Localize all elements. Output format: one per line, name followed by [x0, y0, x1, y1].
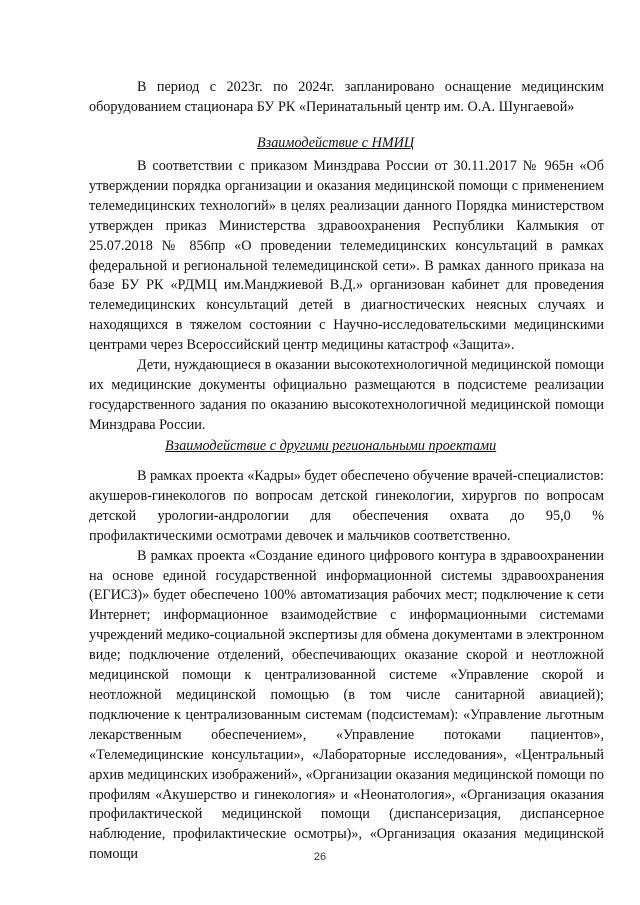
section-intro — [89, 78, 604, 118]
page-number: 26 — [313, 851, 327, 863]
section-regional-projects — [89, 467, 604, 865]
heading-nmic-interaction: Взаимодействие с НМИЦ — [257, 135, 415, 151]
paragraph-telemedicine-order: В соответствии с приказом Минздрава России от 30.11.2017 № 965н «Об утверждении порядка организации и оказания медицинской помощи с применением телемедицинских технологий» в целях реализации данного Порядка министерством утвержден приказ Министерства здравоохранения Республики Калмыкия от 25.07.2018 № 856пр «О проведении телемедицинских консультаций в рамках федеральной и региональной телемедицинской сети». В рамках данного приказа на базе БУ РК «РДМЦ им.Манджиевой В.Д.» организован кабинет для проведения телемедицинских консультаций детей в диагностических неясных случаях и находящихся в тяжелом состоянии с Научно-исследовательскими медицинскими центрами через Всероссийский центр медицины катастроф «Защита». — [89, 158, 604, 354]
section-nmic — [89, 157, 604, 436]
paragraph-digital-contour-project: В рамках проекта «Создание единого цифрового контура в здравоохранении на основе единой государственной информационной системы здравоохранения (ЕГИСЗ)» будет обеспечено 100% автоматизация рабочих мест; подключение к сети Интернет; информационное взаимодействие с информационными системами учреждений медико-социальной экспертизы для обмена документами в электронном виде; подключение отделений, обеспечивающих оказание скорой и неотложной медицинской помощи к централизованной системе «Управление скорой и неотложной медицинской помощью (в том числе санитарной авиацией); подключение к централизованным системам (подсистемам): «Управление льготным лекарственным обеспечением», «Управление потоками пациентов», «Телемедицинские консультации», «Лабораторные исследования», «Центральный архив медицинских изображений», «Организации оказания медицинской помощи по профилям «Акушерство и гинекология» и «Неонатология», «Организация оказания профилактической медицинской помощи (диспансеризация, диспансерное наблюдение, профилактические осмотры)», «Организация оказания медицинской помощи — [89, 547, 604, 863]
paragraph-equipment-plan: В период с 2023г. по 2024г. запланировано оснащение медицинским оборудованием стационара БУ РК «Перинатальный центр им. О.А. Шунгаевой» — [89, 79, 604, 115]
paragraph-kadry-project: В рамках проекта «Кадры» будет обеспечено обучение врачей-специалистов: акушеров-гинекологов по вопросам детской гинекологии, хирургов по вопросам детской урологии-андрологии для обеспечения охвата до 95,0 % профилактическими осмотрами девочек и мальчиков соответственно. — [89, 468, 604, 544]
heading-regional-projects: Взаимодействие с другими региональными проектами — [165, 438, 497, 454]
paragraph-high-tech-care: Дети, нуждающиеся в оказании высокотехнологичной медицинской помощи их медицинские документы официально размещаются в подсистеме реализации государственного задания по оказанию высокотехнологичной медицинской помощи Минздрава России. — [89, 357, 604, 433]
